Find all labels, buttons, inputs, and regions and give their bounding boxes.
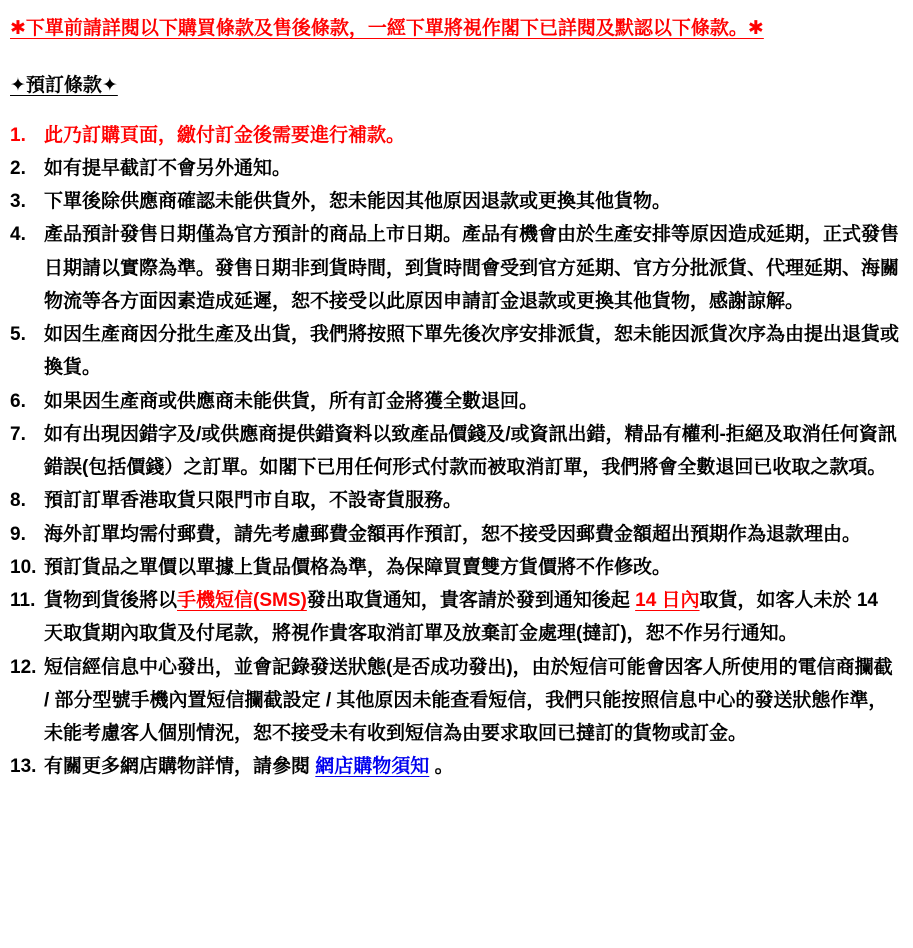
term-item-3 [10,185,899,218]
term-item-12 [10,651,899,751]
term-segment: 貨物到貨後將以 [44,590,178,611]
term-number: 5. [10,324,26,345]
term-number: 12. [10,656,37,678]
term-segment: 如有出現因錯字及/或供應商提供錯資料以致產品價錢及/或資訊出錯，精品有權利-拒絕及取消任何資訊錯誤(包括價錢）之訂單。如閣下已用任何形式付款而被取消訂單，我們將會全數退回已收取之款項。 [44,423,897,478]
term-text [44,424,897,478]
term-segment: 預訂貨品之單價以單據上貨品價格為準，為保障買賣雙方貨價將不作修改。 [44,556,672,578]
term-segment: 如因生產商因分批生產及出貨，我們將按照下單先後次序安排派貨，恕未能因派貨次序為由提出退貨或換貨。 [44,324,900,379]
term-segment: 如有提早截訂不會另外通知。 [44,157,292,179]
term-segment: 。 [429,756,454,778]
term-number: 3. [10,191,26,212]
term-segment: 發出取貨通知，貴客請於發到通知後起 [306,590,636,611]
term-item-6 [10,385,899,418]
term-segment: 此乃訂購頁面，繳付訂金後需要進行補款。 [44,124,406,146]
term-segment: 取貨，如客人未於 14 天取貨期內取貨及付尾款，將視作貴客取消訂單及放棄訂金處理(撻訂)，恕不作另行通知。 [44,590,878,645]
term-number: 6. [10,390,26,412]
term-segment: 如果因生產商或供應商未能供貨，所有訂金將獲全數退回。 [44,390,539,412]
term-segment: 產品預計發售日期僅為官方預計的商品上市日期。產品有機會由於生產安排等原因造成延期，正式發售日期請以實際為準。發售日期非到貨時間，到貨時間會受到官方延期、官方分批派貨、代理延期、海關物流等各方面因素造成延遲，恕不接受以此原因申請訂金退款或更換其他貨物，感謝諒解。 [44,224,900,312]
terms-list [10,119,899,784]
term-text [44,557,671,578]
term-item-10 [10,551,899,584]
sms-highlight: 手機短信(SMS) [177,590,307,611]
term-segment: 下單後除供應商確認未能供貨外，恕未能因其他原因退款或更換其他貨物。 [44,191,672,212]
term-number: 9. [10,523,26,545]
term-number: 4. [10,224,26,246]
term-item-1 [10,119,899,152]
term-text [44,657,893,745]
section-title-preorder-terms: ✦預訂條款✦ [10,75,118,97]
term-text [44,224,899,312]
term-text [44,490,462,511]
term-segment: 預訂訂單香港取貨只限門市自取，不設寄貨服務。 [44,490,463,512]
term-item-7 [10,418,899,485]
term-item-9 [10,518,899,551]
term-segment: 有關更多網店購物詳情，請參閱 [44,756,316,778]
term-segment: 短信經信息中心發出，並會記錄發送狀態(是否成功發出)，由於短信可能會因客人所使用的電信商攔截 / 部分型號手機內置短信攔截設定 / 其他原因未能查看短信，我們只能按照信息中心的發送狀態作準，未能考慮客人個別情況，恕不接受未有收到短信為由要求取回已撻訂的貨物或訂金。 [44,656,893,744]
term-text [44,158,291,179]
term-text [44,324,899,378]
term-text [44,756,454,777]
term-number: 10. [10,556,37,578]
pickup-deadline-highlight: 14 日內 [635,590,700,611]
term-number: 8. [10,490,26,512]
pre-order-notice-banner: ✱下單前請詳閱以下購買條款及售後條款，一經下單將視作閣下已詳閱及默認以下條款。✱ [10,18,764,39]
shop-guide-link[interactable]: 網店購物須知 [315,756,430,778]
term-item-13 [10,750,899,783]
term-text [44,125,405,146]
term-item-8 [10,484,899,517]
term-number: 13. [10,756,37,778]
term-text [44,391,538,412]
term-number: 1. [10,124,26,146]
term-number: 11. [10,590,36,611]
term-segment: 海外訂單均需付郵費，請先考慮郵費金額再作預訂，恕不接受因郵費金額超出預期作為退款理由。 [44,523,862,545]
term-number: 2. [10,157,26,179]
term-item-2 [10,152,899,185]
term-item-4 [10,218,899,318]
term-item-5 [10,318,899,385]
term-item-11 [10,584,899,651]
term-text [44,524,861,545]
term-text [44,590,878,644]
term-text [44,191,671,212]
term-number: 7. [10,423,26,445]
